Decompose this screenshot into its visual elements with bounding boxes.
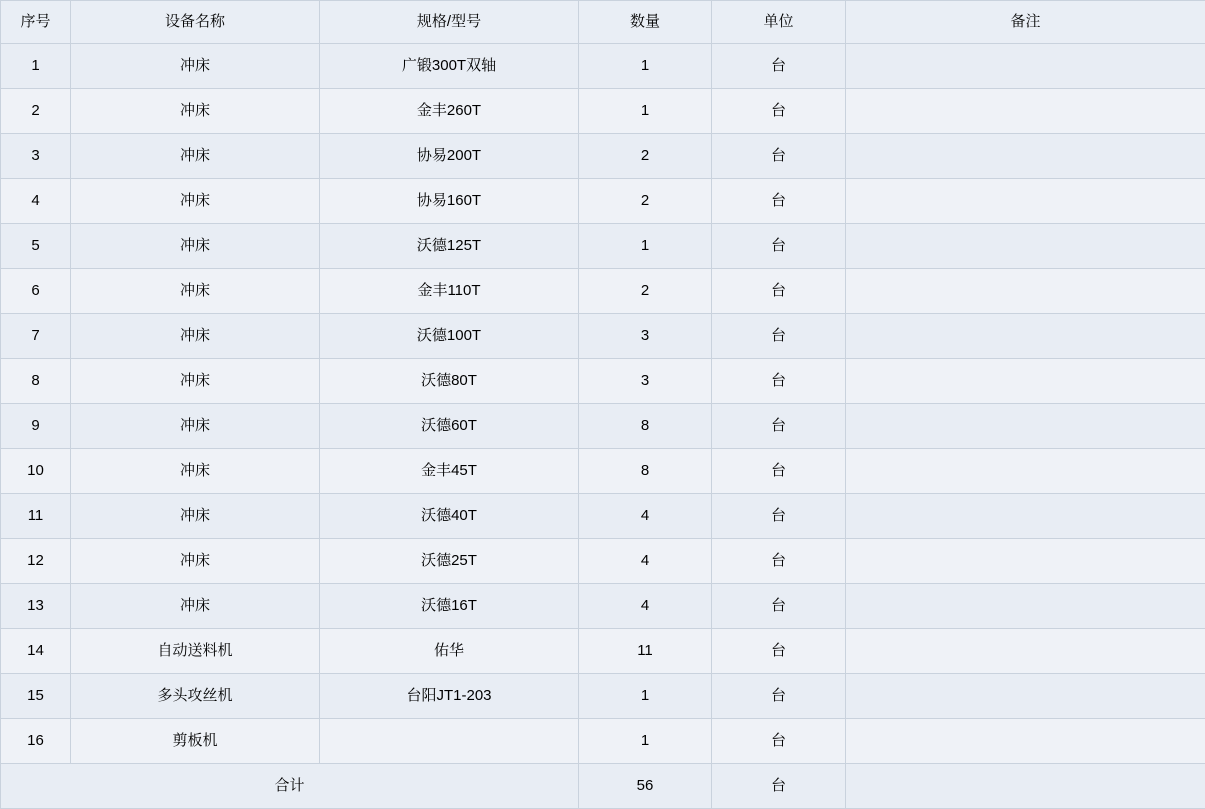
cell-unit: 台 bbox=[712, 449, 846, 494]
cell-remark bbox=[846, 89, 1205, 134]
cell-remark bbox=[846, 449, 1205, 494]
column-header-spec: 规格/型号 bbox=[320, 1, 579, 44]
cell-name: 冲床 bbox=[71, 89, 320, 134]
total-qty: 56 bbox=[579, 764, 712, 809]
cell-name: 剪板机 bbox=[71, 719, 320, 764]
cell-qty: 4 bbox=[579, 584, 712, 629]
cell-no: 11 bbox=[1, 494, 71, 539]
total-label: 合计 bbox=[1, 764, 579, 809]
cell-spec: 金丰110T bbox=[320, 269, 579, 314]
table-row bbox=[1, 134, 1205, 179]
cell-name: 自动送料机 bbox=[71, 629, 320, 674]
cell-no: 10 bbox=[1, 449, 71, 494]
cell-no: 7 bbox=[1, 314, 71, 359]
cell-name: 冲床 bbox=[71, 539, 320, 584]
cell-unit: 台 bbox=[712, 224, 846, 269]
cell-qty: 1 bbox=[579, 44, 712, 89]
table-row bbox=[1, 584, 1205, 629]
cell-name: 冲床 bbox=[71, 494, 320, 539]
cell-spec: 金丰260T bbox=[320, 89, 579, 134]
cell-no: 4 bbox=[1, 179, 71, 224]
cell-remark bbox=[846, 224, 1205, 269]
cell-no: 5 bbox=[1, 224, 71, 269]
cell-remark bbox=[846, 134, 1205, 179]
cell-remark bbox=[846, 314, 1205, 359]
total-unit: 台 bbox=[712, 764, 846, 809]
cell-remark bbox=[846, 674, 1205, 719]
cell-spec: 佑华 bbox=[320, 629, 579, 674]
cell-no: 8 bbox=[1, 359, 71, 404]
cell-spec: 金丰45T bbox=[320, 449, 579, 494]
cell-name: 冲床 bbox=[71, 449, 320, 494]
table-header-row bbox=[1, 1, 1205, 44]
cell-qty: 1 bbox=[579, 224, 712, 269]
cell-unit: 台 bbox=[712, 584, 846, 629]
column-header-remark: 备注 bbox=[846, 1, 1205, 44]
cell-unit: 台 bbox=[712, 539, 846, 584]
cell-qty: 3 bbox=[579, 314, 712, 359]
cell-spec: 沃德16T bbox=[320, 584, 579, 629]
cell-qty: 11 bbox=[579, 629, 712, 674]
cell-name: 冲床 bbox=[71, 359, 320, 404]
table-row bbox=[1, 89, 1205, 134]
table-row bbox=[1, 539, 1205, 584]
cell-name: 冲床 bbox=[71, 584, 320, 629]
cell-no: 6 bbox=[1, 269, 71, 314]
column-header-qty: 数量 bbox=[579, 1, 712, 44]
cell-remark bbox=[846, 539, 1205, 584]
cell-spec: 沃德100T bbox=[320, 314, 579, 359]
cell-name: 冲床 bbox=[71, 224, 320, 269]
cell-name: 冲床 bbox=[71, 404, 320, 449]
cell-no: 9 bbox=[1, 404, 71, 449]
cell-unit: 台 bbox=[712, 719, 846, 764]
table-row bbox=[1, 359, 1205, 404]
cell-unit: 台 bbox=[712, 359, 846, 404]
cell-unit: 台 bbox=[712, 314, 846, 359]
cell-remark bbox=[846, 179, 1205, 224]
cell-remark bbox=[846, 494, 1205, 539]
cell-no: 2 bbox=[1, 89, 71, 134]
table-header bbox=[1, 1, 1205, 44]
table-total-row bbox=[1, 764, 1205, 809]
cell-name: 冲床 bbox=[71, 269, 320, 314]
cell-name: 冲床 bbox=[71, 314, 320, 359]
table-row bbox=[1, 449, 1205, 494]
column-header-name: 设备名称 bbox=[71, 1, 320, 44]
cell-remark bbox=[846, 584, 1205, 629]
cell-unit: 台 bbox=[712, 674, 846, 719]
cell-no: 12 bbox=[1, 539, 71, 584]
cell-unit: 台 bbox=[712, 134, 846, 179]
cell-name: 冲床 bbox=[71, 179, 320, 224]
cell-unit: 台 bbox=[712, 629, 846, 674]
cell-unit: 台 bbox=[712, 89, 846, 134]
cell-name: 冲床 bbox=[71, 134, 320, 179]
table-row bbox=[1, 404, 1205, 449]
cell-spec: 台阳JT1-203 bbox=[320, 674, 579, 719]
table-row bbox=[1, 494, 1205, 539]
cell-spec: 沃德80T bbox=[320, 359, 579, 404]
cell-spec: 沃德125T bbox=[320, 224, 579, 269]
cell-qty: 4 bbox=[579, 494, 712, 539]
cell-qty: 8 bbox=[579, 404, 712, 449]
cell-name: 冲床 bbox=[71, 44, 320, 89]
cell-unit: 台 bbox=[712, 404, 846, 449]
total-remark bbox=[846, 764, 1205, 809]
cell-unit: 台 bbox=[712, 44, 846, 89]
table-row bbox=[1, 224, 1205, 269]
cell-spec: 沃德60T bbox=[320, 404, 579, 449]
cell-no: 3 bbox=[1, 134, 71, 179]
cell-qty: 2 bbox=[579, 269, 712, 314]
cell-remark bbox=[846, 719, 1205, 764]
cell-qty: 3 bbox=[579, 359, 712, 404]
table-row bbox=[1, 269, 1205, 314]
cell-no: 1 bbox=[1, 44, 71, 89]
table-row bbox=[1, 629, 1205, 674]
cell-remark bbox=[846, 629, 1205, 674]
cell-spec: 协易160T bbox=[320, 179, 579, 224]
column-header-no: 序号 bbox=[1, 1, 71, 44]
cell-qty: 1 bbox=[579, 674, 712, 719]
cell-remark bbox=[846, 269, 1205, 314]
cell-qty: 2 bbox=[579, 179, 712, 224]
table-row bbox=[1, 719, 1205, 764]
cell-unit: 台 bbox=[712, 179, 846, 224]
table-body bbox=[1, 44, 1205, 809]
cell-remark bbox=[846, 44, 1205, 89]
table-row bbox=[1, 674, 1205, 719]
cell-spec: 沃德25T bbox=[320, 539, 579, 584]
cell-qty: 4 bbox=[579, 539, 712, 584]
cell-spec: 沃德40T bbox=[320, 494, 579, 539]
cell-spec: 广锻300T双轴 bbox=[320, 44, 579, 89]
table-row bbox=[1, 44, 1205, 89]
cell-unit: 台 bbox=[712, 269, 846, 314]
cell-spec: 协易200T bbox=[320, 134, 579, 179]
cell-no: 15 bbox=[1, 674, 71, 719]
cell-remark bbox=[846, 359, 1205, 404]
table-row bbox=[1, 314, 1205, 359]
cell-remark bbox=[846, 404, 1205, 449]
column-header-unit: 单位 bbox=[712, 1, 846, 44]
cell-qty: 2 bbox=[579, 134, 712, 179]
cell-spec bbox=[320, 719, 579, 764]
cell-no: 13 bbox=[1, 584, 71, 629]
table-row bbox=[1, 179, 1205, 224]
cell-unit: 台 bbox=[712, 494, 846, 539]
cell-qty: 1 bbox=[579, 89, 712, 134]
cell-qty: 1 bbox=[579, 719, 712, 764]
cell-qty: 8 bbox=[579, 449, 712, 494]
cell-name: 多头攻丝机 bbox=[71, 674, 320, 719]
cell-no: 14 bbox=[1, 629, 71, 674]
cell-no: 16 bbox=[1, 719, 71, 764]
